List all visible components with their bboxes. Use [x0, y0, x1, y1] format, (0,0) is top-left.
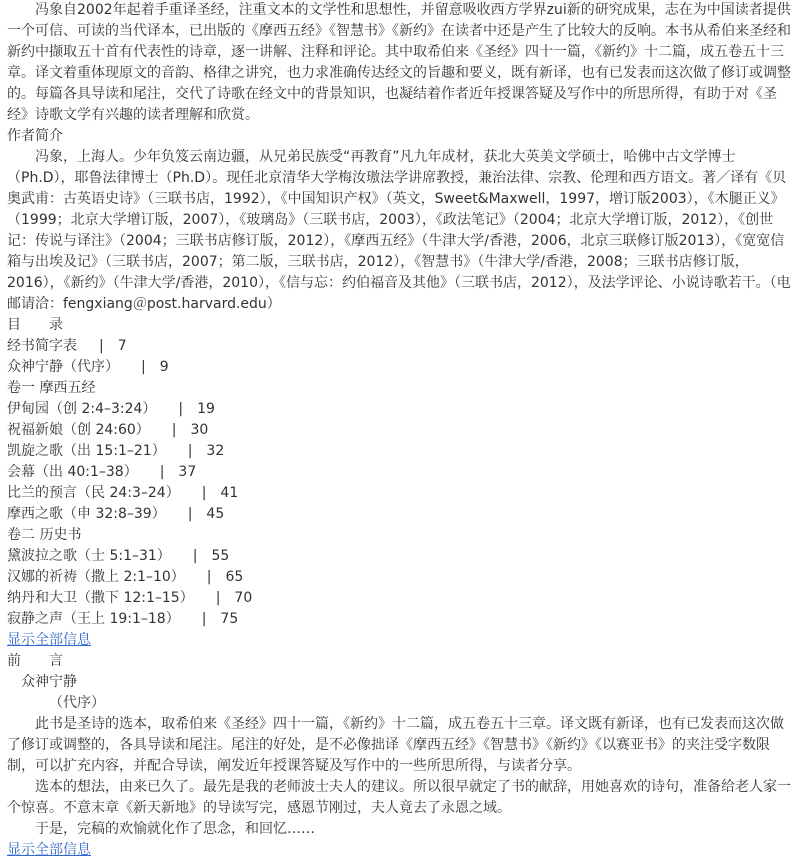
toc-entry-page: 30 [190, 422, 209, 438]
toc-section-heading [7, 525, 794, 546]
toc-entry [7, 483, 794, 504]
toc-entry-page: 7 [117, 338, 127, 354]
preface-title: 众神宁静 [21, 674, 77, 690]
toc-entry [7, 588, 794, 609]
toc-entry-title: 纳丹和大卫（撒下 12:1–15） [7, 590, 194, 606]
preface-paragraph: 于是，完稿的欢愉就化作了思念，和回忆…… [35, 821, 315, 837]
toc-entry-title: 伊甸园（创 2:4–3:24） [7, 401, 157, 417]
author-bio: 冯象，上海人。少年负笈云南边疆，从兄弟民族受“再教育”凡九年成材，获北大英美文学硕士，哈佛中古文学博士（Ph.D），耶鲁法律博士（Ph.D）。现任北京清华大学梅汝璈法学讲席教授，兼治法律、宗教、伦理和西方语文。著／译有《贝奥武甫：古英语史诗》（三联书店，1992），《中国知识产权》（英文，Sweet&Maxwell，1997，增订版2003），《木腿正义》（1999；北京大学增订版，2007），《玻璃岛》（三联书店，2003），《政法笔记》（2004；北京大学增订版，2012），《创世记：传说与译注》（2004；三联书店修订版，2012），《摩西五经》（牛津大学/香港，2006，北京三联修订版2013），《宽宽信箱与出埃及记》（三联书店，2007；第二版，三联书店，2012），《智慧书》（牛津大学/香港，2008；三联书店修订版，2016），《新约》（牛津大学/香港，2010），《信与忘：约伯福音及其他》（三联书店，2012），及法学评论、小说诗歌若干。（电邮请洽：fengxiang＠post.harvard.edu） [7, 149, 791, 312]
toc-list [7, 336, 794, 630]
toc-separator: | [187, 506, 193, 522]
toc-separator: | [206, 569, 212, 585]
toc-entry-title: 寂静之声（王上 19:1–18） [7, 611, 180, 627]
toc-entry-page: 32 [206, 443, 225, 459]
toc-entry [7, 609, 794, 630]
toc-entry-title: 卷一 摩西五经 [7, 380, 96, 396]
toc-entry-page: 65 [225, 569, 244, 585]
book-intro: 冯象自2002年起着手重译圣经，注重文本的文学性和思想性，并留意吸收西方学界zui新的研究成果，志在为中国读者提供一个可信、可读的当代译本，已出版的《摩西五经》《智慧书》《新约》在读者中还是产生了比较大的反响。本书从希伯来圣经和新约中撷取五十首有代表性的诗章，逐一讲解、注释和评论。其中取希伯来《圣经》四十一篇，《新约》十二篇，成五卷五十三章。译文着重体现原文的音韵、格律之讲究，也力求准确传达经文的旨趣和要义，既有新译，也有已发表而这次做了修订或调整的。每篇各具导读和尾注，交代了诗歌在经文中的背景知识，也凝结着作者近年授课答疑及写作中的所思所得，有助于对《圣经》诗歌文学有兴趣的读者理解和欣赏。 [7, 2, 791, 123]
toc-entry [7, 504, 794, 525]
toc-entry-page: 19 [197, 401, 215, 417]
toc-separator: | [99, 338, 104, 354]
toc-entry-page: 37 [178, 464, 197, 480]
toc-entry-title: 祝福新娘（创 24:60） [7, 422, 150, 438]
toc-entry-title: 经书简字表 [7, 338, 77, 354]
toc-entry-page: 70 [234, 590, 253, 606]
toc-entry [7, 567, 794, 588]
toc-separator: | [201, 611, 207, 627]
toc-separator: | [178, 401, 184, 417]
toc-entry-title: 卷二 历史书 [7, 527, 82, 543]
toc-entry [7, 462, 794, 483]
toc-entry-title: 汉娜的祈祷（撒上 2:1–10） [7, 569, 185, 585]
toc-separator: | [187, 443, 193, 459]
preface-subtitle: （代序） [49, 695, 105, 711]
toc-entry-title: 众神宁静（代序） [7, 359, 119, 375]
toc-entry-page: 9 [159, 359, 169, 375]
toc-separator: | [201, 485, 207, 501]
toc-entry-title: 摩西之歌（申 32:8–39） [7, 506, 166, 522]
toc-entry [7, 357, 794, 378]
author-heading: 作者简介 [7, 128, 63, 144]
toc-separator: | [215, 590, 221, 606]
toc-entry-page: 45 [206, 506, 225, 522]
toc-entry-title: 黛波拉之歌（士 5:1–31） [7, 548, 171, 564]
preface-paragraph: 此书是圣诗的选本，取希伯来《圣经》四十一篇，《新约》十二篇，成五卷五十三章。译文既有新译，也有已发表而这次做了修订或调整的，各具导读和尾注。尾注的好处，是不必像拙译《摩西五经》《智慧书》《新约》《以赛亚书》的夹注受字数限制，可以扩充内容，并配合导读，阐发近年授课答疑及写作中的一些所思所得，与读者分享。 [7, 716, 784, 774]
toc-entry [7, 336, 794, 357]
toc-entry [7, 399, 794, 420]
toc-entry-title: 凯旋之歌（出 15:1–21） [7, 443, 166, 459]
toc-entry [7, 420, 794, 441]
preface-show-all-link[interactable]: 显示全部信息 [7, 842, 91, 857]
toc-entry-page: 55 [211, 548, 230, 564]
preface-paragraph: 选本的想法，由来已久了。最先是我的老师波士夫人的建议。所以很早就定了书的献辞，用她喜欢的诗句，准备给老人家一个惊喜。不意末章《新天新地》的导读写完，感恩节刚过，夫人竟去了永恩之域。 [7, 779, 791, 816]
toc-separator: | [141, 359, 146, 375]
toc-separator: | [159, 464, 165, 480]
toc-show-all-link[interactable]: 显示全部信息 [7, 632, 91, 648]
toc-heading: 目 录 [7, 317, 63, 333]
toc-entry [7, 441, 794, 462]
toc-entry-title: 会幕（出 40:1–38） [7, 464, 138, 480]
toc-entry [7, 546, 794, 567]
toc-entry-title: 比兰的预言（民 24:3–24） [7, 485, 180, 501]
toc-section-heading [7, 378, 794, 399]
toc-separator: | [192, 548, 198, 564]
toc-separator: | [171, 422, 177, 438]
toc-entry-page: 41 [220, 485, 239, 501]
preface-heading: 前 言 [7, 653, 63, 669]
toc-entry-page: 75 [220, 611, 239, 627]
